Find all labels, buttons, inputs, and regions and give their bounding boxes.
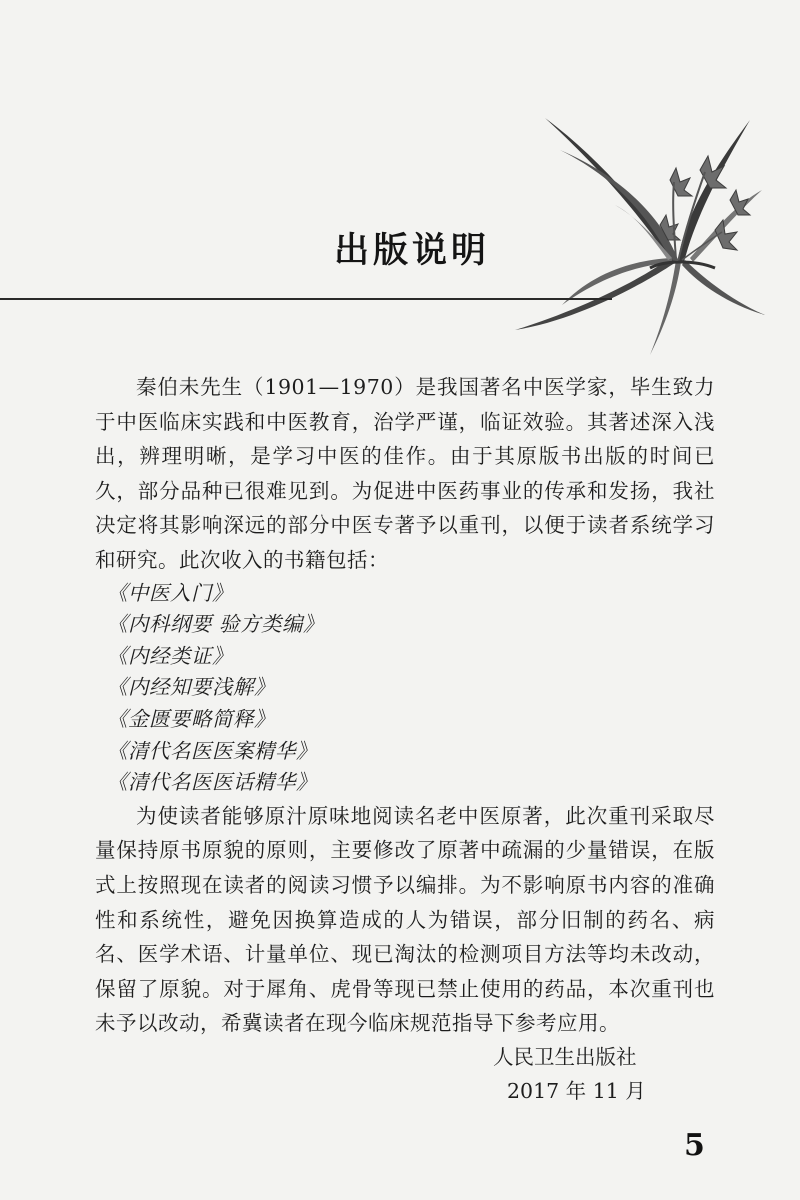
- publisher-name: 人民卫生出版社: [493, 1045, 637, 1069]
- book-list-item: 《清代名医医话精华》: [107, 770, 317, 795]
- book-list-item: 《内经知要浅解》: [107, 675, 275, 700]
- book-list: [95, 578, 715, 799]
- book-list-item: 《内经类证》: [107, 643, 233, 668]
- book-list-item: 《清代名医医案精华》: [107, 738, 317, 763]
- publisher-signature: [493, 1040, 693, 1108]
- book-list-item: 《内科纲要 验方类编》: [107, 612, 325, 637]
- orchid-illustration: [500, 110, 770, 360]
- page-title: 出版说明: [334, 231, 491, 271]
- book-list-item: 《金匮要略简释》: [107, 706, 275, 731]
- title-divider: [0, 298, 612, 300]
- notes-paragraph: 为使读者能够原汁原味地阅读名老中医原著，此次重刊采取尽量保持原书原貌的原则，主要修改了原著中疏漏的少量错误，在版式上按照现在读者的阅读习惯予以编排。为不影响原书内容的准确性和系统性，避免因换算造成的人为错误，部分旧制的药名、病名、医学术语、计量单位、现已淘汰的检测项目方法等均未改动，保留了原貌。对于犀角、虎骨等现已禁止使用的药品，本次重刊也未予以改动，希冀读者在现今临床规范指导下参考应用。: [95, 803, 715, 1036]
- intro-paragraph: 秦伯未先生（1901—1970）是我国著名中医学家，毕生致力于中医临床实践和中医教育，治学严谨，临证效验。其著述深入浅出，辨理明晰，是学习中医的佳作。由于其原版书出版的时间已久，部分品种已很难见到。为促进中医药事业的传承和发扬，我社决定将其影响深远的部分中医专著予以重刊，以便于读者系统学习和研究。此次收入的书籍包括：: [95, 375, 715, 572]
- book-list-item: 《中医入门》: [107, 580, 233, 605]
- publication-date: 2017 年 11 月: [507, 1079, 646, 1103]
- document-body: [95, 370, 715, 1041]
- page-number: 5: [684, 1128, 705, 1163]
